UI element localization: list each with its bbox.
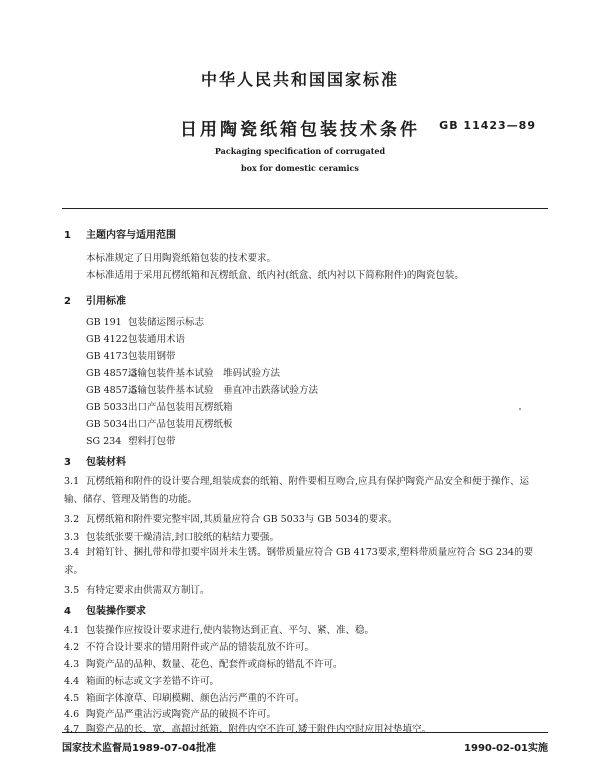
reference-item <box>86 348 176 362</box>
clause-number: 4.1 <box>64 625 80 636</box>
section-number: 4 <box>64 606 71 617</box>
clause-text: 封箱钉针、捆扎带和带扣要牢固并未生锈。钢带质量应符合 GB 4173要求,塑料带质量应符合 SG 234的要求。 <box>64 547 534 576</box>
section-title: 引用标准 <box>86 296 126 307</box>
document-title: 日用陶瓷纸箱包装技术条件 <box>180 120 420 140</box>
clause-text: 陶瓷产品的长、宽、高超过纸箱、附件内空不许可,矮于附件内空时应用衬垫填空。 <box>86 724 432 735</box>
footer-divider <box>62 732 548 733</box>
clause-text: 有特定要求由供需双方制订。 <box>86 585 210 596</box>
section-2-heading <box>64 292 126 307</box>
clause-number: 4.3 <box>64 659 80 670</box>
reference-title: 运输包装件基本试验 堆码试验方法 <box>128 368 281 379</box>
clause-number: 3.2 <box>64 514 80 525</box>
clause-number: 3.1 <box>64 476 80 487</box>
national-standard-heading: 中华人民共和国国家标准 <box>200 70 399 89</box>
reference-code: SG 234 <box>86 436 122 447</box>
clause-item <box>64 473 548 509</box>
clause-text: 瓦楞纸箱和附件的设计要合理,组装成套的纸箱、附件要相互吻合,应具有保护陶瓷产品安全和便于操作、运输、储存、管理及销售的功能。 <box>64 476 530 505</box>
clause-item <box>64 529 279 543</box>
reference-code: GB 4857.3 <box>86 368 137 379</box>
clause-number: 4.6 <box>64 709 80 720</box>
reference-item <box>86 433 176 447</box>
reference-title: 塑料打包带 <box>128 436 176 447</box>
clause-item <box>64 690 305 704</box>
clause-number: 3.4 <box>64 547 80 558</box>
reference-item <box>86 382 318 396</box>
clause-item <box>64 544 548 580</box>
clause-text: 陶瓷产品的品种、数量、花色、配套件或商标的错乱不许可。 <box>86 659 343 670</box>
reference-item <box>86 331 185 345</box>
clause-text: 包装纸张要干燥清洁,封口胶纸的粘结力要强。 <box>86 532 280 543</box>
clause-item <box>64 639 314 653</box>
clause-text: 箱面字体潦草、印刷模糊、颜色沾污严重的不许可。 <box>86 693 305 704</box>
reference-code: GB 4173 <box>86 351 128 362</box>
scan-speck <box>519 408 521 410</box>
reference-title: 出口产品包装用瓦楞纸板 <box>128 419 233 430</box>
clause-number: 4.7 <box>64 724 80 735</box>
clause-text: 陶瓷产品严重沾污或陶瓷产品的破损不许可。 <box>86 709 277 720</box>
implementation-date: 1990-02-01实施 <box>464 743 548 754</box>
section-number: 2 <box>64 296 71 307</box>
reference-code: GB 4857.5 <box>86 385 137 396</box>
clause-text: 包装操作应按设计要求进行,使内装物达到正直、平匀、紧、准、稳。 <box>86 625 375 636</box>
clause-number: 4.4 <box>64 676 80 687</box>
reference-item <box>86 314 204 328</box>
english-title-line-1: Packaging specification of corrugated <box>214 146 386 156</box>
section-4-heading <box>64 602 146 617</box>
clause-item <box>64 622 374 636</box>
approval-date: 国家技术监督局1989-07-04批准 <box>62 743 216 754</box>
paragraph: 本标准规定了日用陶瓷纸箱包装的技术要求。 <box>86 253 277 264</box>
clause-number: 3.3 <box>64 532 80 543</box>
reference-item <box>86 416 233 430</box>
section-3-heading <box>64 453 126 468</box>
reference-code: GB 5034 <box>86 419 128 430</box>
clause-item <box>64 511 397 525</box>
clause-text: 瓦楞纸箱和附件要完整牢固,其质量应符合 GB 5033与 GB 5034的要求。 <box>86 514 398 525</box>
reference-code: GB 4122 <box>86 334 128 345</box>
reference-title: 运输包装件基本试验 垂直冲击跌落试验方法 <box>128 385 319 396</box>
section-title: 包装操作要求 <box>86 606 146 617</box>
reference-code: GB 191 <box>86 317 122 328</box>
clause-number: 4.5 <box>64 693 80 704</box>
clause-item <box>64 656 343 670</box>
reference-code: GB 5033 <box>86 402 128 413</box>
clause-text: 箱面的标志或文字差错不许可。 <box>86 676 220 687</box>
clause-item <box>64 673 219 687</box>
clause-number: 3.5 <box>64 585 80 596</box>
section-number: 3 <box>64 457 71 468</box>
clause-item <box>64 706 276 720</box>
reference-item <box>86 365 280 379</box>
section-title: 主题内容与适用范围 <box>86 230 176 241</box>
clause-item <box>64 582 210 596</box>
paragraph: 本标准适用于采用瓦楞纸箱和瓦楞纸盒、纸内衬(纸盒、纸内衬以下简称附件)的陶瓷包装。 <box>86 270 464 281</box>
reference-title: 包装用钢带 <box>128 351 176 362</box>
reference-title: 出口产品包装用瓦楞纸箱 <box>128 402 233 413</box>
reference-title: 包装通用术语 <box>128 334 186 345</box>
reference-title: 包装储运图示标志 <box>128 317 205 328</box>
section-1-heading <box>64 226 176 241</box>
english-title-line-2: box for domestic ceramics <box>241 163 359 173</box>
clause-text: 不符合设计要求的错用附件或产品的错装乱放不许可。 <box>86 642 315 653</box>
section-number: 1 <box>64 230 71 241</box>
header-divider <box>62 208 548 209</box>
section-title: 包装材料 <box>86 457 126 468</box>
clause-number: 4.2 <box>64 642 80 653</box>
reference-item <box>86 399 233 413</box>
standard-code: GB 11423—89 <box>439 119 536 132</box>
